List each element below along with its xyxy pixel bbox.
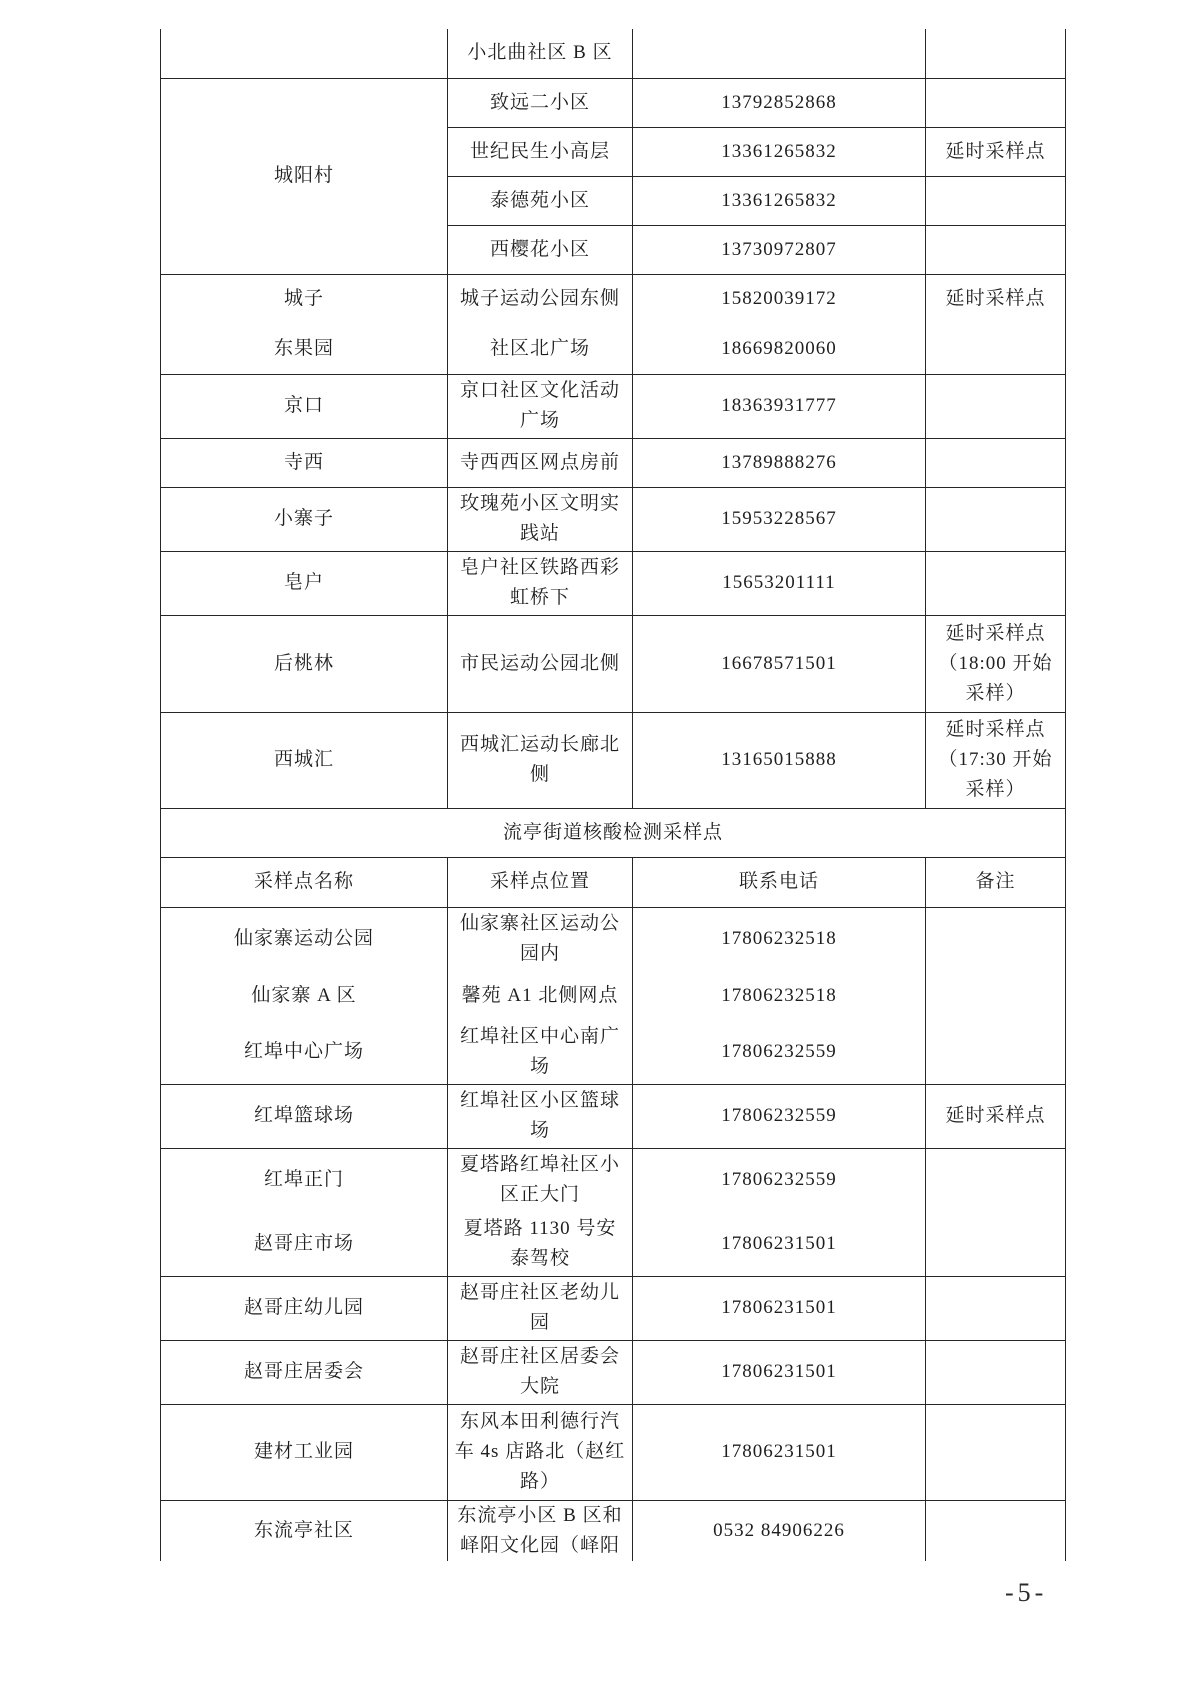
note-cell: 延时采样点 （18:00 开始 采样） [926, 615, 1066, 712]
note-cell [926, 176, 1066, 225]
section-title-row [161, 808, 1066, 857]
phone-cell: 13165015888 [633, 712, 926, 808]
location-cell: 东风本田利德行汽 车 4s 店路北（赵红 路） [448, 1404, 633, 1500]
table-row [161, 1404, 1066, 1500]
phone-cell: 17806232559 [633, 1084, 926, 1148]
note-cell [926, 907, 1066, 971]
location-cell: 社区北广场 [448, 324, 633, 374]
note-cell [926, 374, 1066, 438]
site-cell: 东流亭社区 [161, 1500, 448, 1561]
note-cell [926, 1340, 1066, 1404]
phone-cell: 15820039172 [633, 274, 926, 324]
table-row [161, 712, 1066, 808]
table-row [161, 907, 1066, 971]
location-cell: 东流亭小区 B 区和 峄阳文化园（峄阳 [448, 1500, 633, 1561]
site-cell: 城子 [161, 274, 448, 324]
location-cell: 夏塔路红埠社区小 区正大门 [448, 1148, 633, 1212]
location-cell: 赵哥庄社区老幼儿 园 [448, 1276, 633, 1340]
note-cell [926, 78, 1066, 127]
location-cell: 红埠社区中心南广 场 [448, 1020, 633, 1084]
note-cell: 延时采样点 （17:30 开始 采样） [926, 712, 1066, 808]
page-number: -5- [1005, 1578, 1048, 1607]
phone-cell: 17806232559 [633, 1148, 926, 1212]
table-row [161, 374, 1066, 438]
phone-cell: 0532 84906226 [633, 1500, 926, 1561]
table-row [161, 1020, 1066, 1084]
site-cell: 建材工业园 [161, 1404, 448, 1500]
site-cell: 仙家寨 A 区 [161, 971, 448, 1020]
location-cell: 仙家寨社区运动公 园内 [448, 907, 633, 971]
note-cell [926, 487, 1066, 551]
site-cell: 仙家寨运动公园 [161, 907, 448, 971]
phone-cell: 16678571501 [633, 615, 926, 712]
location-cell: 馨苑 A1 北侧网点 [448, 971, 633, 1020]
note-cell: 延时采样点 [926, 274, 1066, 324]
sampling-site-table [160, 29, 1066, 1561]
section-title: 流亭街道核酸检测采样点 [161, 808, 1066, 857]
location-cell: 玫瑰苑小区文明实 践站 [448, 487, 633, 551]
location-cell: 赵哥庄社区居委会 大院 [448, 1340, 633, 1404]
note-cell [926, 551, 1066, 615]
note-cell [926, 1020, 1066, 1084]
table-row [161, 615, 1066, 712]
location-cell: 世纪民生小高层 [448, 127, 633, 176]
table-row [161, 971, 1066, 1020]
note-cell: 延时采样点 [926, 1084, 1066, 1148]
phone-cell: 17806232518 [633, 907, 926, 971]
table-row [161, 1340, 1066, 1404]
table-row [161, 274, 1066, 324]
phone-cell: 17806231501 [633, 1212, 926, 1276]
site-cell: 红埠正门 [161, 1148, 448, 1212]
phone-cell: 13789888276 [633, 438, 926, 487]
note-cell [926, 1148, 1066, 1212]
site-cell: 皂户 [161, 551, 448, 615]
site-cell: 红埠篮球场 [161, 1084, 448, 1148]
phone-cell: 18669820060 [633, 324, 926, 374]
header-cell-note: 备注 [926, 857, 1066, 907]
site-cell: 城阳村 [161, 78, 448, 274]
note-cell: 延时采样点 [926, 127, 1066, 176]
note-cell [926, 438, 1066, 487]
phone-cell: 13361265832 [633, 127, 926, 176]
note-cell [926, 29, 1066, 78]
phone-cell: 17806232518 [633, 971, 926, 1020]
location-cell: 红埠社区小区篮球 场 [448, 1084, 633, 1148]
table-row [161, 1212, 1066, 1276]
phone-cell: 13730972807 [633, 225, 926, 274]
phone-cell: 13792852868 [633, 78, 926, 127]
table-row [161, 551, 1066, 615]
phone-cell: 17806232559 [633, 1020, 926, 1084]
table-row [161, 1500, 1066, 1561]
header-cell-location: 采样点位置 [448, 857, 633, 907]
location-cell: 京口社区文化活动 广场 [448, 374, 633, 438]
phone-cell: 13361265832 [633, 176, 926, 225]
site-cell: 西城汇 [161, 712, 448, 808]
site-cell: 赵哥庄居委会 [161, 1340, 448, 1404]
site-cell: 后桃林 [161, 615, 448, 712]
site-cell: 京口 [161, 374, 448, 438]
table-row [161, 78, 1066, 127]
phone-cell: 17806231501 [633, 1340, 926, 1404]
note-cell [926, 1500, 1066, 1561]
site-cell: 赵哥庄幼儿园 [161, 1276, 448, 1340]
location-cell: 市民运动公园北侧 [448, 615, 633, 712]
location-cell: 小北曲社区 B 区 [448, 29, 633, 78]
location-cell: 城子运动公园东侧 [448, 274, 633, 324]
location-cell: 夏塔路 1130 号安 泰驾校 [448, 1212, 633, 1276]
phone-cell: 15953228567 [633, 487, 926, 551]
table-row [161, 487, 1066, 551]
table-row [161, 438, 1066, 487]
header-row [161, 857, 1066, 907]
site-cell: 红埠中心广场 [161, 1020, 448, 1084]
note-cell [926, 1404, 1066, 1500]
phone-cell: 15653201111 [633, 551, 926, 615]
header-cell-phone: 联系电话 [633, 857, 926, 907]
note-cell [926, 971, 1066, 1020]
note-cell [926, 324, 1066, 374]
note-cell [926, 1212, 1066, 1276]
site-cell: 赵哥庄市场 [161, 1212, 448, 1276]
table-row [161, 29, 1066, 78]
location-cell: 致远二小区 [448, 78, 633, 127]
phone-cell: 18363931777 [633, 374, 926, 438]
header-cell-site: 采样点名称 [161, 857, 448, 907]
table-row [161, 1148, 1066, 1212]
table-row [161, 1084, 1066, 1148]
phone-cell [633, 29, 926, 78]
note-cell [926, 225, 1066, 274]
site-cell [161, 29, 448, 78]
site-cell: 东果园 [161, 324, 448, 374]
site-cell: 小寨子 [161, 487, 448, 551]
note-cell [926, 1276, 1066, 1340]
location-cell: 西樱花小区 [448, 225, 633, 274]
location-cell: 西城汇运动长廊北 侧 [448, 712, 633, 808]
location-cell: 寺西西区网点房前 [448, 438, 633, 487]
phone-cell: 17806231501 [633, 1276, 926, 1340]
location-cell: 皂户社区铁路西彩 虹桥下 [448, 551, 633, 615]
site-cell: 寺西 [161, 438, 448, 487]
table-row [161, 1276, 1066, 1340]
table-row [161, 324, 1066, 374]
phone-cell: 17806231501 [633, 1404, 926, 1500]
location-cell: 泰德苑小区 [448, 176, 633, 225]
